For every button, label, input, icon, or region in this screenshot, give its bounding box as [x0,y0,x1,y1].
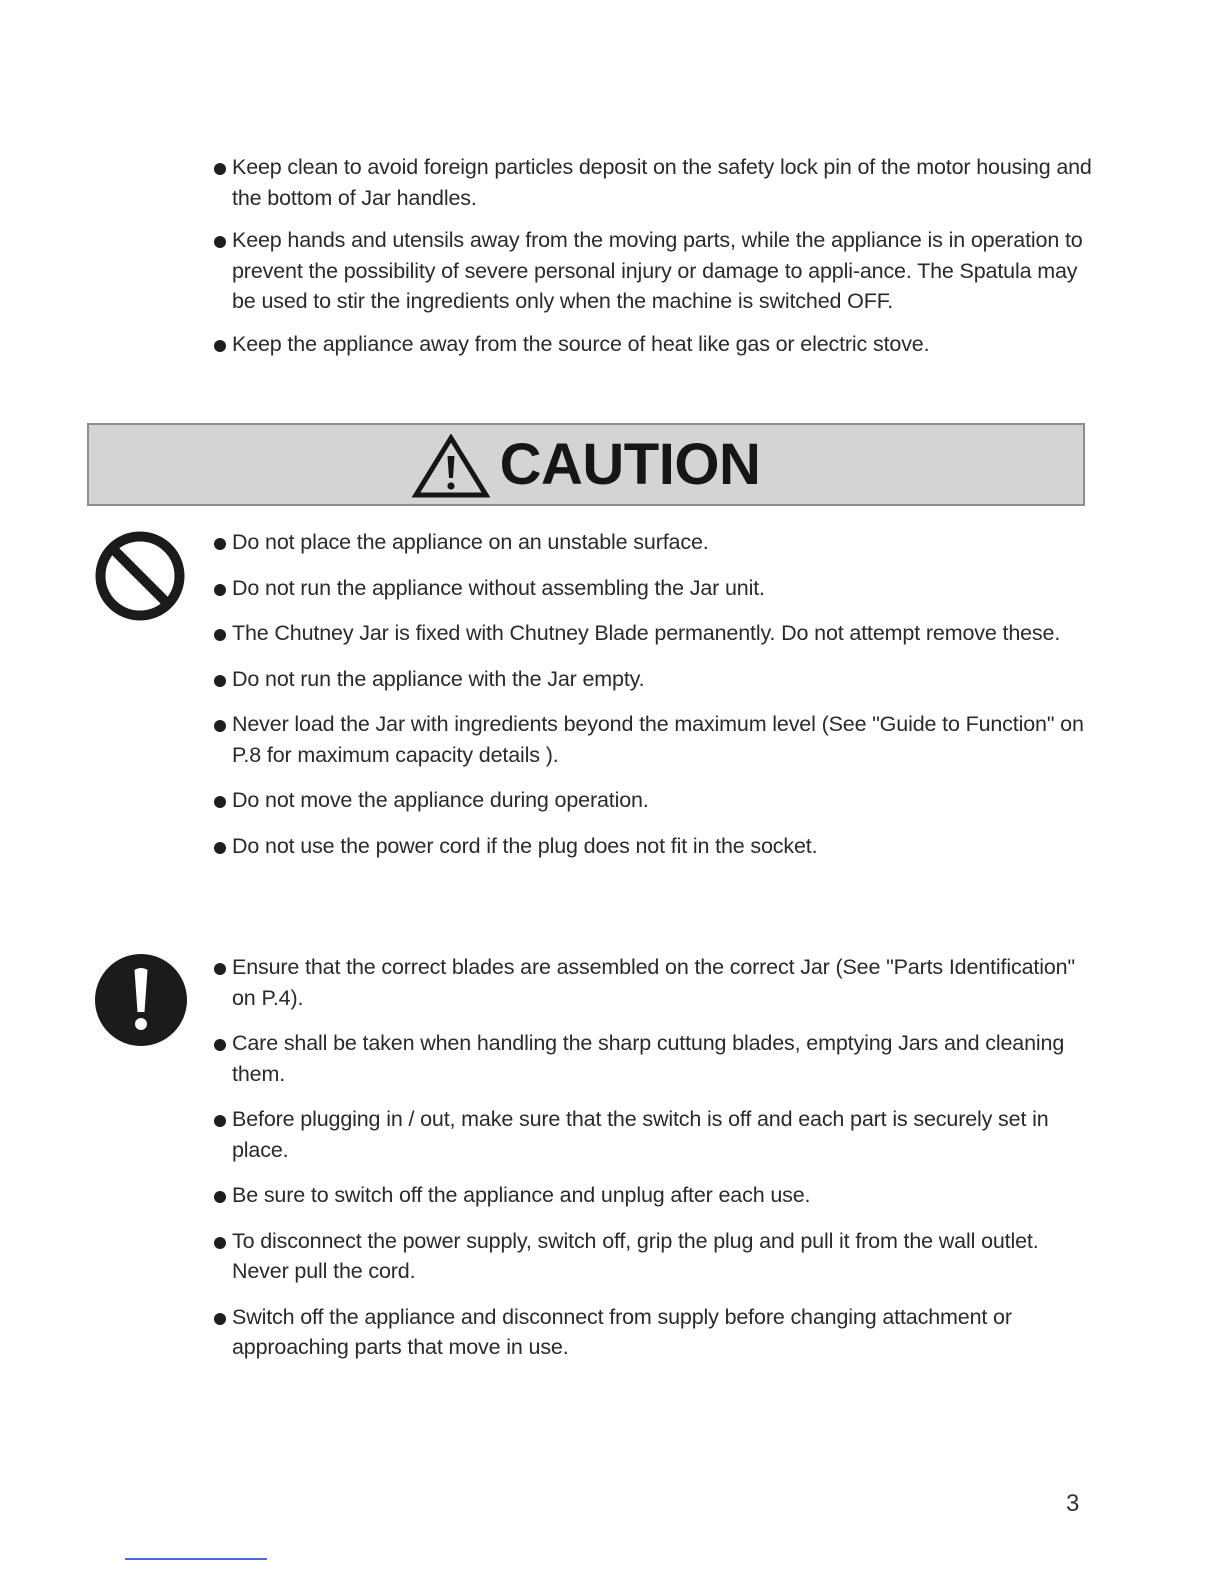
mandatory-item [214,952,1094,1013]
prohibited-item [214,664,1094,695]
bullet-icon [214,675,226,687]
bullet-icon [214,163,226,175]
mandatory-exclamation-icon [94,953,188,1047]
mandatory-item-text: Care shall be taken when handling the sharp cuttung blades, emptying Jars and cleaning them. [232,1031,1065,1086]
bullet-icon [214,340,226,352]
prohibited-item [214,709,1094,770]
prohibited-item [214,785,1094,816]
prohibited-item [214,831,1094,862]
mandatory-item [214,1180,1094,1211]
bullet-icon [214,1039,226,1051]
bullet-icon [214,629,226,641]
bullet-icon [214,584,226,596]
safety-item-text: Keep hands and utensils away from the moving parts, while the appliance is in operation to prevent the possibility of severe personal injury or damage to appli-ance. The Spatula may be used to stir the ingredients only when the machine is switched OFF. [232,228,1083,313]
caution-banner [87,423,1085,506]
prohibited-item-text: The Chutney Jar is fixed with Chutney Blade permanently. Do not attempt remove these. [232,621,1061,645]
prohibited-actions-list [214,527,1094,876]
prohibited-icon [94,530,186,622]
mandatory-item-text: Be sure to switch off the appliance and unplug after each use. [232,1183,811,1207]
bullet-icon [214,796,226,808]
mandatory-item-text: Before plugging in / out, make sure that the switch is off and each part is securely set in place. [232,1107,1049,1162]
mandatory-item-text: To disconnect the power supply, switch off, grip the plug and pull it from the wall outlet. Never pull the cord. [232,1228,1039,1283]
footer-rule [125,1558,267,1560]
bullet-icon [214,538,226,550]
bullet-icon [214,1191,226,1203]
prohibited-item [214,573,1094,604]
safety-item [214,329,1094,360]
safety-item-text: Keep clean to avoid foreign particles deposit on the safety lock pin of the motor housing and the bottom of Jar handles. [232,155,1092,210]
caution-title: CAUTION [499,431,761,497]
bullet-icon [214,963,226,975]
bullet-icon [214,236,226,248]
safety-item-text: Keep the appliance away from the source of heat like gas or electric stove. [232,331,930,356]
bullet-icon [214,1237,226,1249]
safety-list-general [214,152,1094,371]
mandatory-item [214,1226,1094,1287]
warning-triangle-icon [412,434,490,498]
prohibited-item-text: Do not move the appliance during operation. [232,788,649,812]
prohibited-item [214,527,1094,558]
mandatory-item [214,1028,1094,1089]
safety-item [214,152,1094,213]
prohibited-item-text: Do not use the power cord if the plug does not fit in the socket. [232,833,818,858]
prohibited-item [214,618,1094,649]
prohibited-item-text: Do not run the appliance with the Jar empty. [232,666,645,691]
mandatory-actions-list [214,952,1094,1378]
safety-item [214,225,1094,317]
bullet-icon [214,1313,226,1325]
prohibited-item-text: Do not run the appliance without assembling the Jar unit. [232,575,765,600]
prohibited-item-text: Never load the Jar with ingredients beyond the maximum level (See "Guide to Function" on P.8 for maximum capacity details ). [232,712,1084,767]
prohibited-item-text: Do not place the appliance on an unstable surface. [232,530,709,554]
mandatory-item-text: Switch off the appliance and disconnect from supply before changing attachment or approaching parts that move in use. [232,1304,1012,1359]
mandatory-item-text: Ensure that the correct blades are assembled on the correct Jar (See "Parts Identification" on P.4). [232,955,1075,1010]
bullet-icon [214,720,226,732]
bullet-icon [214,1115,226,1127]
bullet-icon [214,842,226,854]
page-number: 3 [1066,1490,1080,1517]
mandatory-item [214,1302,1094,1363]
mandatory-item [214,1104,1094,1165]
